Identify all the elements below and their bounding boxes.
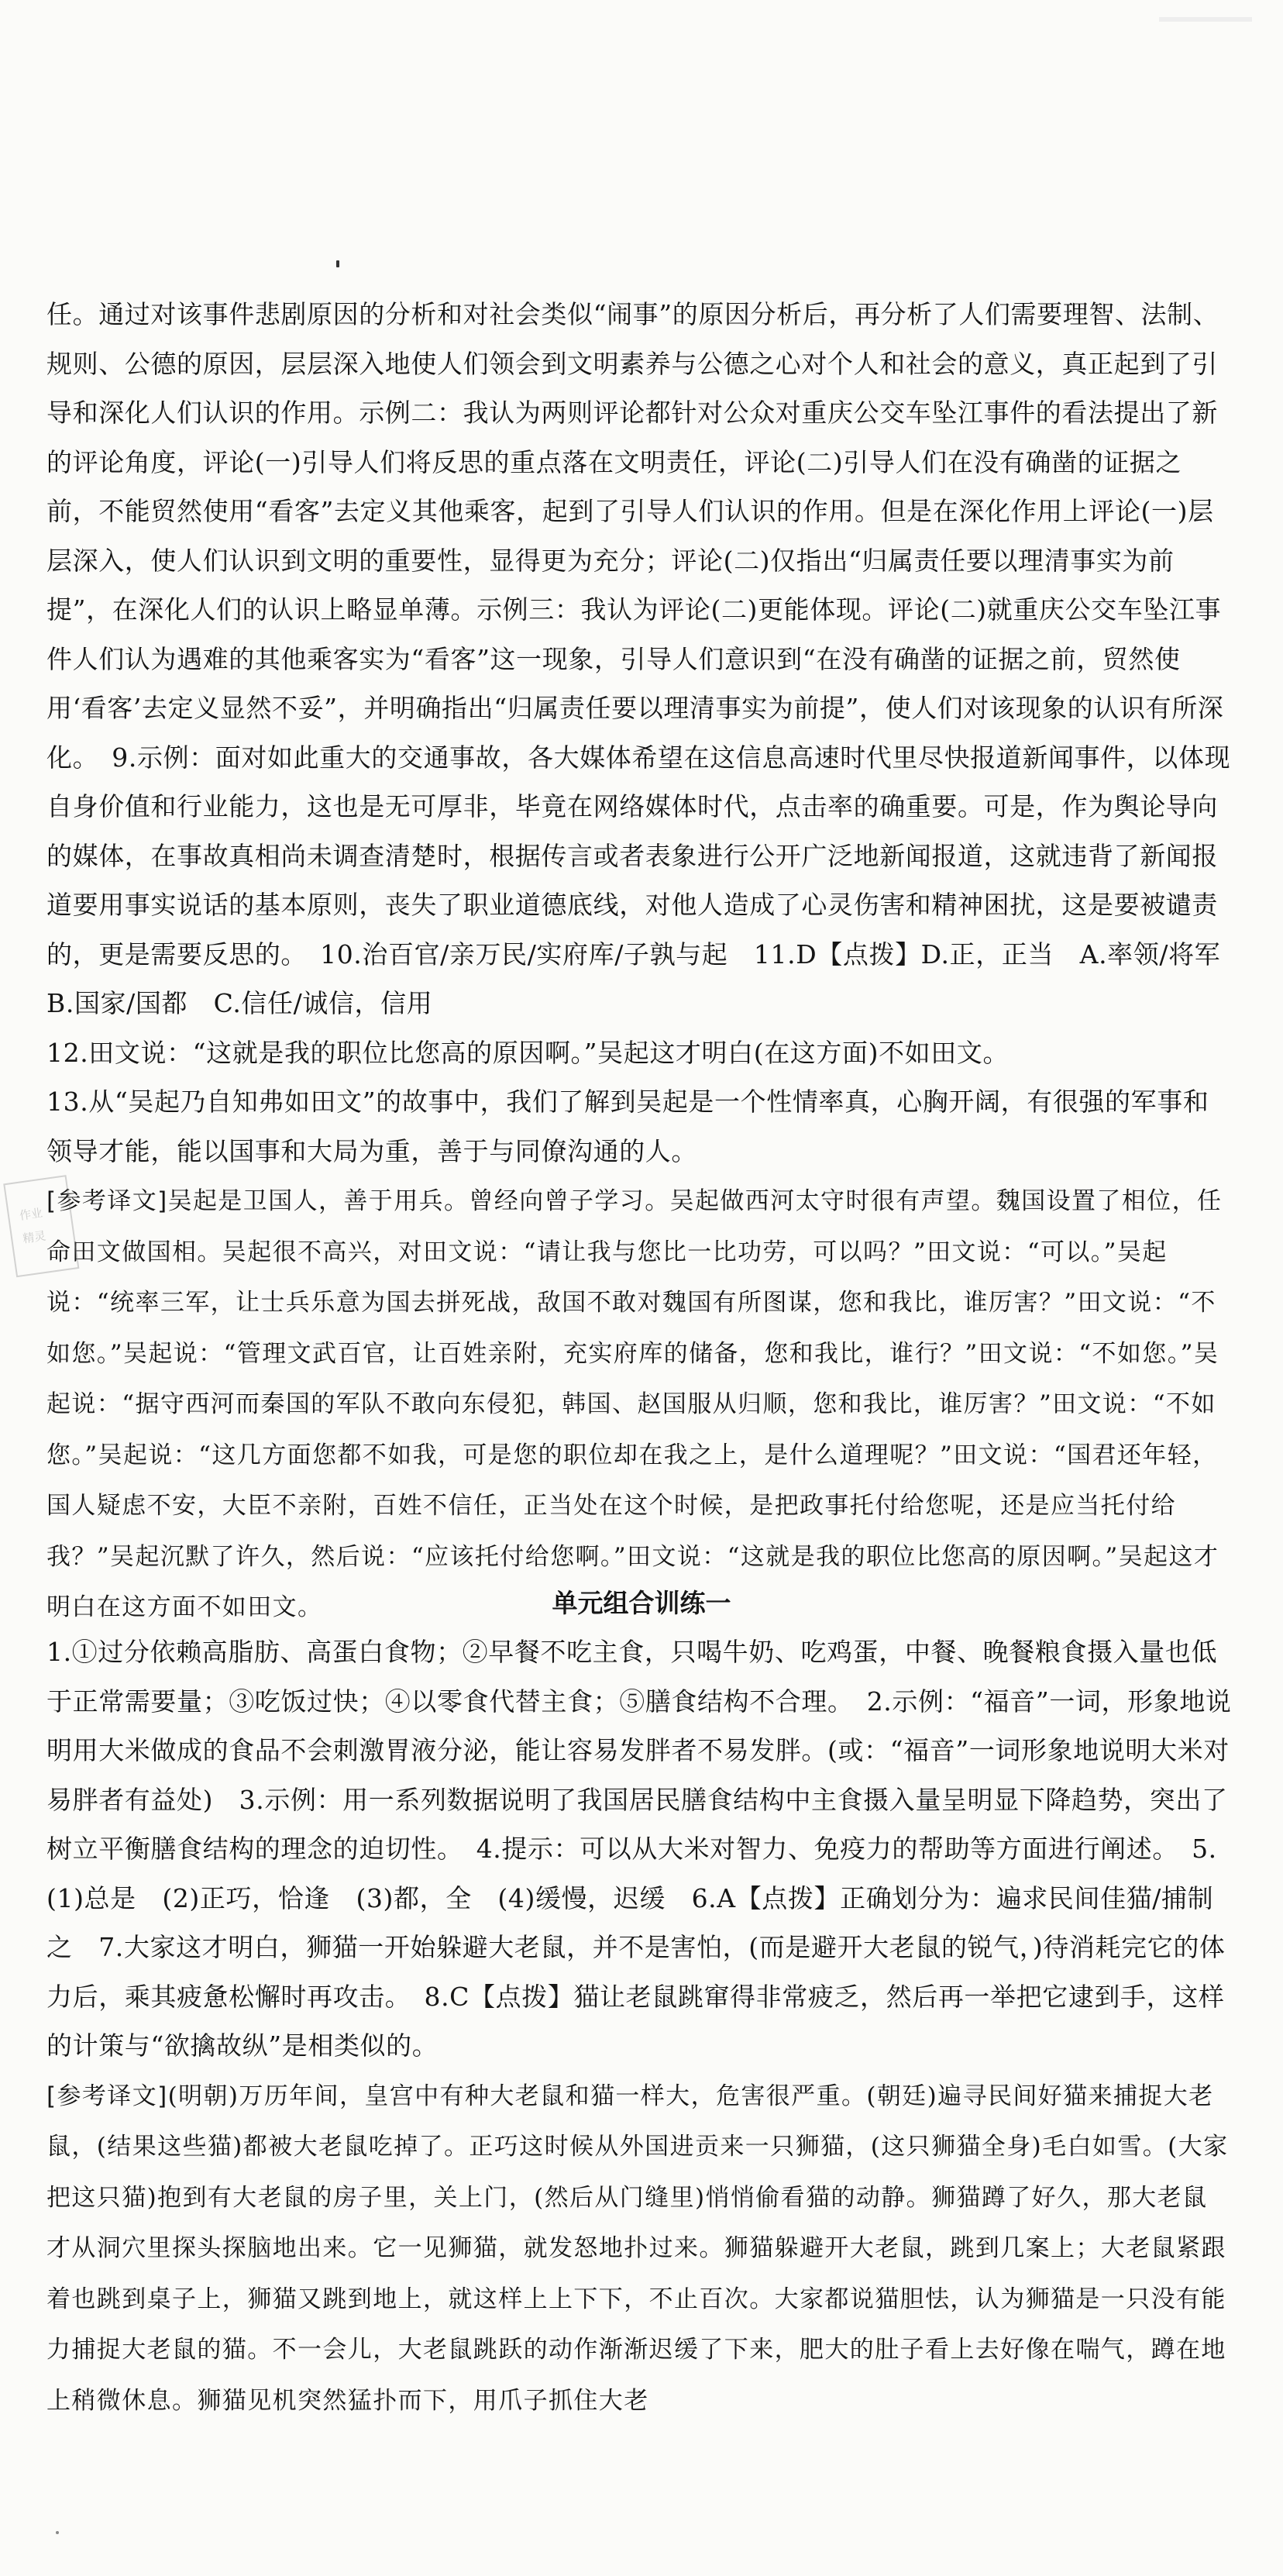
answer-12: 12.田文说：“这就是我的职位比您高的原因啊。”吴起这才明白(在这方面)不如田文。: [46, 1037, 1010, 1068]
scan-mark: [336, 260, 339, 267]
reference-tag: [参考译文]: [46, 1187, 168, 1215]
reference-translation-1: [46, 1187, 1222, 1621]
reference-tag-2: [参考译文]: [46, 2082, 168, 2110]
answer-paragraph: 任。通过对该事件悲剧原因的分析和对社会类似“闹事”的原因分析后，再分析了人们需要理智、法制、规则、公德的原因，层层深入地使人们领会到文明素养与公德之心对个人和社会的意义，真正起到了引导和深化人们认识的作用。示例二：我认为两则评论都针对公众对重庆公交车坠江事件的看法提出了新的评论角度，评论(一)引导人们将反思的重点落在文明责任，评论(二)引导人们在没有确凿的证据之前，不能贸然使用“看客”去定义其他乘客，起到了引导人们认识的作用。但是在深化作用上评论(一)层层深入，使人们认识到文明的重要性，显得更为充分；评论(二)仅指出“归属责任要以理清事实为前提”，在深化人们的认识上略显单薄。示例三：我认为评论(二)更能体现。评论(二)就重庆公交车坠江事件人们认为遇难的其他乘客实为“看客”这一现象，引导人们意识到“在没有确凿的证据之前，贸然使用‘看客’去定义显然不妥”，并明确指出“归属责任要以理清事实为前提”，使人们对该现象的认识有所深化。 9.示例：面对如此重大的交通事故，各大媒体希望在这信息高速时代里尽快报道新闻事件，以体现自身价值和行业能力，这也是无可厚非，毕竟在网络媒体时代，点击率的确重要。可是，作为舆论导向的媒体，在事故真相尚未调查清楚时，根据传言或者表象进行公开广泛地新闻报道，这就违背了新闻报道要用事实说话的基本原则，丧失了职业道德底线，对他人造成了心灵伤害和精神困扰，这是要被谴责的，更是需要反思的。 10.治百官/亲万民/实府库/子孰与起 11.D【点拨】D.正，正当 A.率领/将军 B.国家/国都 C.信任/诚信，信用: [46, 299, 1247, 1018]
section-title: 单元组合训练一: [552, 1588, 731, 1618]
svg-text:作业: 作业: [18, 1205, 44, 1223]
svg-text:精灵: 精灵: [22, 1228, 47, 1246]
answer-block-lower: [46, 1627, 1232, 2426]
answer-block-upper: [46, 290, 1247, 1633]
reference-text: 吴起是卫国人，善于用兵。曾经向曾子学习。吴起做西河太守时很有声望。魏国设置了相位，任命田文做国相。吴起很不高兴，对田文说：“请让我与您比一比功劳，可以吗？”田文说：“可以。”吴起说：“统率三军，让士兵乐意为国去拼死战，敌国不敢对魏国有所图谋，您和我比，谁厉害？”田文说：“不如您。”吴起说：“管理文武百官，让百姓亲附，充实府库的储备，您和我比，谁行？”田文说：“不如您。”吴起说：“据守西河而秦国的军队不敢向东侵犯，韩国、赵国服从归顺，您和我比，谁厉害？”田文说：“不如您。”吴起说：“这几方面您都不如我，可是您的职位却在我之上，是什么道理呢？”田文说：“国君还年轻，国人疑虑不安，大臣不亲附，百姓不信任，正当处在这个时候，是把政事托付给您呢，还是应当托付给我？”吴起沉默了许久，然后说：“应该托付给您啊。”田文说：“这就是我的职位比您高的原因啊。”吴起这才明白在这方面不如田文。: [46, 1187, 1223, 1621]
reference-translation-2: [46, 2082, 1228, 2415]
answer-13: 13.从“吴起乃自知弗如田文”的故事中，我们了解到吴起是一个性情率真，心胸开阔，有很强的军事和领导才能，能以国事和大局为重，善于与同僚沟通的人。: [46, 1087, 1209, 1166]
scan-artifact: [1159, 17, 1252, 22]
answer-paragraph-2: 1.①过分依赖高脂肪、高蛋白食物；②早餐不吃主食，只喝牛奶、吃鸡蛋，中餐、晚餐粮食摄入量也低于正常需要量；③吃饭过快；④以零食代替主食；⑤膳食结构不合理。 2.示例：“福音”一词，形象地说明用大米做成的食品不会刺激胃液分泌，能让容易发胖者不易发胖。(或：“福音”一词形象地说明大米对易胖者有益处) 3.示例：用一系列数据说明了我国居民膳食结构中主食摄入量呈明显下降趋势，突出了树立平衡膳食结构的理念的迫切性。 4.提示：可以从大米对智力、免疫力的帮助等方面进行阐述。 5.(1)总是 (2)正巧，恰逢 (3)都，全 (4)缓慢，迟缓 6.A【点拨】正确划分为：遍求民间佳猫/捕制之 7.大家这才明白，狮猫一开始躲避大老鼠，并不是害怕，(而是避开大老鼠的锐气，)待消耗完它的体力后，乘其疲惫松懈时再攻击。 8.C【点拨】猫让老鼠跳窜得非常疲乏，然后再一举把它逮到手，这样的计策与“欲擒故纵”是相类似的。: [46, 1637, 1232, 2061]
scan-dot: [56, 2531, 59, 2534]
reference-text-2: (明朝)万历年间，皇宫中有种大老鼠和猫一样大，危害很严重。(朝廷)遍寻民间好猫来捕捉大老鼠，(结果这些猫)都被大老鼠吃掉了。正巧这时候从外国进贡来一只狮猫，(这只狮猫全身)毛白如雪。(大家把这只猫)抱到有大老鼠的房子里，关上门，(然后从门缝里)悄悄偷看猫的动静。狮猫蹲了好久，那大老鼠才从洞穴里探头探脑地出来。它一见狮猫，就发怒地扑过来。狮猫躲避开大老鼠，跳到几案上；大老鼠紧跟着也跳到桌子上，狮猫又跳到地上，就这样上上下下，不止百次。大家都说猫胆怯，认为狮猫是一只没有能力捕捉大老鼠的猫。不一会儿，大老鼠跳跃的动作渐渐迟缓了下来，肥大的肚子看上去好像在喘气，蹲在地上稍微休息。狮猫见机突然猛扑而下，用爪子抓住大老: [46, 2082, 1229, 2415]
